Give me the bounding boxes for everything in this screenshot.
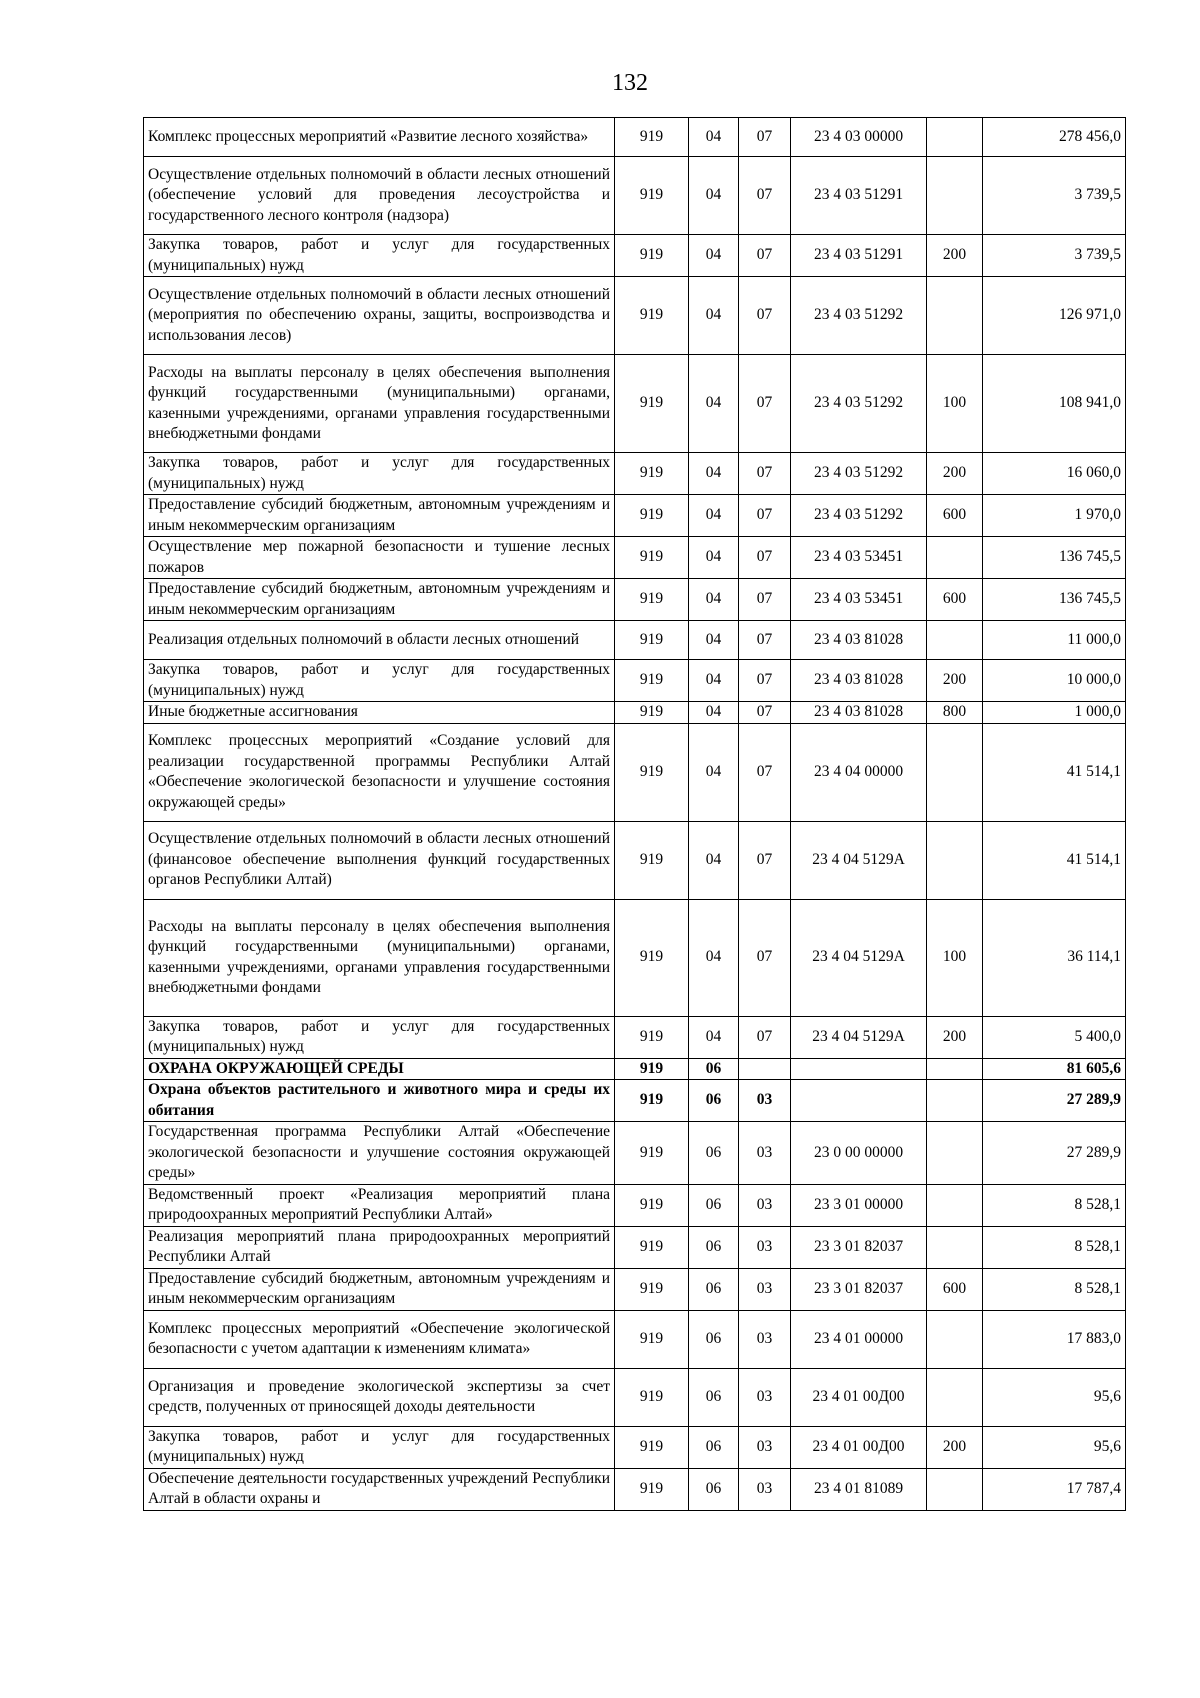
row-description: Предоставление субсидий бюджетным, автономным учреждениям и иным некоммерческим организациям: [144, 579, 615, 621]
subsection-code: 03: [739, 1468, 791, 1510]
expense-kind-code: [927, 621, 983, 660]
ministry-code: 919: [615, 1310, 689, 1368]
expense-kind-code: [927, 157, 983, 235]
amount: 8 528,1: [983, 1184, 1126, 1226]
row-description: Закупка товаров, работ и услуг для государственных (муниципальных) нужд: [144, 660, 615, 702]
ministry-code: 919: [615, 495, 689, 537]
target-article-code: 23 4 03 51292: [791, 453, 927, 495]
section-code: 06: [689, 1468, 739, 1510]
expense-kind-code: [927, 1058, 983, 1080]
ministry-code: 919: [615, 1426, 689, 1468]
row-description: Закупка товаров, работ и услуг для государственных (муниципальных) нужд: [144, 235, 615, 277]
row-description: Реализация отдельных полномочий в области лесных отношений: [144, 621, 615, 660]
ministry-code: 919: [615, 1368, 689, 1426]
section-code: 04: [689, 1016, 739, 1058]
subsection-code: 03: [739, 1426, 791, 1468]
table-row: [144, 702, 1126, 724]
ministry-code: 919: [615, 1468, 689, 1510]
row-description: Осуществление отдельных полномочий в области лесных отношений (мероприятия по обеспечению охраны, защиты, воспроизводства и использования лесов): [144, 277, 615, 355]
subsection-code: 03: [739, 1184, 791, 1226]
ministry-code: 919: [615, 1058, 689, 1080]
target-article-code: 23 4 03 53451: [791, 537, 927, 579]
ministry-code: 919: [615, 723, 689, 821]
table-row: [144, 723, 1126, 821]
table-row: [144, 118, 1126, 157]
table-row: [144, 495, 1126, 537]
ministry-code: 919: [615, 899, 689, 1016]
section-code: 06: [689, 1122, 739, 1185]
expense-kind-code: [927, 1122, 983, 1185]
section-code: 06: [689, 1426, 739, 1468]
section-code: 04: [689, 621, 739, 660]
table-row: [144, 355, 1126, 453]
subsection-code: 07: [739, 495, 791, 537]
subsection-code: 07: [739, 723, 791, 821]
table-row: [144, 1426, 1126, 1468]
amount: 1 000,0: [983, 702, 1126, 724]
amount: 136 745,5: [983, 537, 1126, 579]
target-article-code: 23 4 03 81028: [791, 660, 927, 702]
ministry-code: 919: [615, 579, 689, 621]
subsection-code: 07: [739, 621, 791, 660]
subsection-code: 03: [739, 1368, 791, 1426]
expense-kind-code: [927, 1226, 983, 1268]
page-number: 132: [612, 70, 648, 96]
row-description: Организация и проведение экологической экспертизы за счет средств, полученных от приносящей доходы деятельности: [144, 1368, 615, 1426]
section-code: 04: [689, 702, 739, 724]
section-code: 06: [689, 1368, 739, 1426]
table-row: [144, 1080, 1126, 1122]
amount: 278 456,0: [983, 118, 1126, 157]
section-code: 04: [689, 277, 739, 355]
row-description: Осуществление отдельных полномочий в области лесных отношений (обеспечение условий для проведения лесоустройства и государственного лесного контроля (надзора): [144, 157, 615, 235]
amount: 8 528,1: [983, 1226, 1126, 1268]
section-code: 04: [689, 723, 739, 821]
target-article-code: 23 4 03 51292: [791, 277, 927, 355]
expense-kind-code: [927, 1080, 983, 1122]
subsection-code: 07: [739, 235, 791, 277]
target-article-code: 23 4 03 00000: [791, 118, 927, 157]
ministry-code: 919: [615, 235, 689, 277]
row-description: Реализация мероприятий плана природоохранных мероприятий Республики Алтай: [144, 1226, 615, 1268]
ministry-code: 919: [615, 453, 689, 495]
subsection-code: 07: [739, 579, 791, 621]
table-row: [144, 1122, 1126, 1185]
expense-kind-code: 200: [927, 660, 983, 702]
target-article-code: [791, 1058, 927, 1080]
subsection-code: 03: [739, 1226, 791, 1268]
target-article-code: 23 4 04 5129А: [791, 821, 927, 899]
ministry-code: 919: [615, 702, 689, 724]
table-row: [144, 1310, 1126, 1368]
expense-kind-code: 200: [927, 1426, 983, 1468]
subsection-code: 07: [739, 118, 791, 157]
section-code: 06: [689, 1310, 739, 1368]
section-code: 04: [689, 453, 739, 495]
section-code: 04: [689, 495, 739, 537]
target-article-code: 23 3 01 82037: [791, 1226, 927, 1268]
expense-kind-code: 600: [927, 495, 983, 537]
subsection-code: 07: [739, 355, 791, 453]
row-description: Расходы на выплаты персоналу в целях обеспечения выполнения функций государственными (муниципальными) органами, казенными учреждениями, органами управления государственными внебюджетными фондами: [144, 899, 615, 1016]
table-row: [144, 579, 1126, 621]
amount: 17 787,4: [983, 1468, 1126, 1510]
table-row: [144, 235, 1126, 277]
amount: 1 970,0: [983, 495, 1126, 537]
target-article-code: 23 4 03 81028: [791, 621, 927, 660]
subsection-code: 07: [739, 453, 791, 495]
subsection-code: [739, 1058, 791, 1080]
section-code: 04: [689, 157, 739, 235]
amount: 8 528,1: [983, 1268, 1126, 1310]
expense-kind-code: [927, 277, 983, 355]
amount: 5 400,0: [983, 1016, 1126, 1058]
row-description: Охрана объектов растительного и животного мира и среды их обитания: [144, 1080, 615, 1122]
amount: 81 605,6: [983, 1058, 1126, 1080]
expense-kind-code: 100: [927, 355, 983, 453]
row-description: Иные бюджетные ассигнования: [144, 702, 615, 724]
budget-table: [143, 117, 1126, 1511]
table-row: [144, 1468, 1126, 1510]
section-code: 06: [689, 1226, 739, 1268]
target-article-code: 23 4 01 81089: [791, 1468, 927, 1510]
section-code: 06: [689, 1080, 739, 1122]
section-code: 04: [689, 118, 739, 157]
table-row: [144, 157, 1126, 235]
amount: 41 514,1: [983, 723, 1126, 821]
amount: 41 514,1: [983, 821, 1126, 899]
expense-kind-code: 600: [927, 579, 983, 621]
expense-kind-code: 200: [927, 453, 983, 495]
subsection-code: 03: [739, 1122, 791, 1185]
table-row: [144, 1058, 1126, 1080]
subsection-code: 03: [739, 1310, 791, 1368]
amount: 108 941,0: [983, 355, 1126, 453]
table-row: [144, 621, 1126, 660]
subsection-code: 03: [739, 1080, 791, 1122]
amount: 136 745,5: [983, 579, 1126, 621]
row-description: Предоставление субсидий бюджетным, автономным учреждениям и иным некоммерческим организациям: [144, 1268, 615, 1310]
expense-kind-code: [927, 1310, 983, 1368]
table-row: [144, 1368, 1126, 1426]
row-description: Ведомственный проект «Реализация мероприятий плана природоохранных мероприятий Республики Алтай»: [144, 1184, 615, 1226]
row-description: Государственная программа Республики Алтай «Обеспечение экологической безопасности и улучшение состояния окружающей среды»: [144, 1122, 615, 1185]
amount: 3 739,5: [983, 235, 1126, 277]
expense-kind-code: [927, 537, 983, 579]
ministry-code: 919: [615, 821, 689, 899]
ministry-code: 919: [615, 1226, 689, 1268]
subsection-code: 07: [739, 660, 791, 702]
expense-kind-code: 600: [927, 1268, 983, 1310]
ministry-code: 919: [615, 660, 689, 702]
section-code: 06: [689, 1058, 739, 1080]
ministry-code: 919: [615, 1184, 689, 1226]
ministry-code: 919: [615, 1080, 689, 1122]
row-description: Закупка товаров, работ и услуг для государственных (муниципальных) нужд: [144, 1426, 615, 1468]
target-article-code: 23 4 03 51291: [791, 157, 927, 235]
target-article-code: 23 4 01 00Д00: [791, 1426, 927, 1468]
amount: 16 060,0: [983, 453, 1126, 495]
target-article-code: 23 0 00 00000: [791, 1122, 927, 1185]
expense-kind-code: [927, 821, 983, 899]
target-article-code: 23 4 03 51292: [791, 355, 927, 453]
row-description: Комплекс процессных мероприятий «Обеспечение экологической безопасности с учетом адаптации к изменениям климата»: [144, 1310, 615, 1368]
table-row: [144, 1184, 1126, 1226]
subsection-code: 07: [739, 702, 791, 724]
target-article-code: 23 4 01 00000: [791, 1310, 927, 1368]
section-code: 04: [689, 899, 739, 1016]
amount: 95,6: [983, 1426, 1126, 1468]
expense-kind-code: 200: [927, 1016, 983, 1058]
ministry-code: 919: [615, 1268, 689, 1310]
table-row: [144, 1016, 1126, 1058]
table-row: [144, 277, 1126, 355]
row-description: Осуществление мер пожарной безопасности и тушение лесных пожаров: [144, 537, 615, 579]
amount: 10 000,0: [983, 660, 1126, 702]
target-article-code: 23 4 04 00000: [791, 723, 927, 821]
row-description: ОХРАНА ОКРУЖАЮЩЕЙ СРЕДЫ: [144, 1058, 615, 1080]
expense-kind-code: [927, 723, 983, 821]
amount: 3 739,5: [983, 157, 1126, 235]
target-article-code: 23 4 04 5129А: [791, 899, 927, 1016]
amount: 95,6: [983, 1368, 1126, 1426]
section-code: 04: [689, 821, 739, 899]
amount: 27 289,9: [983, 1122, 1126, 1185]
target-article-code: 23 4 04 5129А: [791, 1016, 927, 1058]
ministry-code: 919: [615, 118, 689, 157]
row-description: Расходы на выплаты персоналу в целях обеспечения выполнения функций государственными (муниципальными) органами, казенными учреждениями, органами управления государственными внебюджетными фондами: [144, 355, 615, 453]
row-description: Предоставление субсидий бюджетным, автономным учреждениям и иным некоммерческим организациям: [144, 495, 615, 537]
expense-kind-code: 100: [927, 899, 983, 1016]
target-article-code: [791, 1080, 927, 1122]
table-row: [144, 1226, 1126, 1268]
ministry-code: 919: [615, 537, 689, 579]
row-description: Комплекс процессных мероприятий «Создание условий для реализации государственной программы Республики Алтай «Обеспечение экологической безопасности и улучшение состояния окружающей среды»: [144, 723, 615, 821]
expense-kind-code: [927, 1468, 983, 1510]
amount: 36 114,1: [983, 899, 1126, 1016]
amount: 126 971,0: [983, 277, 1126, 355]
section-code: 06: [689, 1184, 739, 1226]
table-row: [144, 899, 1126, 1016]
expense-kind-code: 800: [927, 702, 983, 724]
ministry-code: 919: [615, 277, 689, 355]
section-code: 06: [689, 1268, 739, 1310]
target-article-code: 23 4 03 51291: [791, 235, 927, 277]
subsection-code: 07: [739, 277, 791, 355]
target-article-code: 23 4 03 53451: [791, 579, 927, 621]
ministry-code: 919: [615, 157, 689, 235]
ministry-code: 919: [615, 1122, 689, 1185]
target-article-code: 23 4 03 51292: [791, 495, 927, 537]
subsection-code: 07: [739, 157, 791, 235]
ministry-code: 919: [615, 621, 689, 660]
subsection-code: 03: [739, 1268, 791, 1310]
table-row: [144, 453, 1126, 495]
target-article-code: 23 3 01 82037: [791, 1268, 927, 1310]
target-article-code: 23 3 01 00000: [791, 1184, 927, 1226]
subsection-code: 07: [739, 537, 791, 579]
expense-kind-code: [927, 1368, 983, 1426]
expense-kind-code: 200: [927, 235, 983, 277]
table-row: [144, 537, 1126, 579]
expense-kind-code: [927, 1184, 983, 1226]
budget-table-body: [144, 118, 1126, 1511]
target-article-code: 23 4 03 81028: [791, 702, 927, 724]
amount: 17 883,0: [983, 1310, 1126, 1368]
row-description: Закупка товаров, работ и услуг для государственных (муниципальных) нужд: [144, 1016, 615, 1058]
row-description: Обеспечение деятельности государственных учреждений Республики Алтай в области охраны и: [144, 1468, 615, 1510]
ministry-code: 919: [615, 355, 689, 453]
section-code: 04: [689, 235, 739, 277]
row-description: Закупка товаров, работ и услуг для государственных (муниципальных) нужд: [144, 453, 615, 495]
subsection-code: 07: [739, 1016, 791, 1058]
ministry-code: 919: [615, 1016, 689, 1058]
row-description: Осуществление отдельных полномочий в области лесных отношений (финансовое обеспечение выполнения функций государственных органов Республики Алтай): [144, 821, 615, 899]
table-row: [144, 821, 1126, 899]
table-row: [144, 1268, 1126, 1310]
section-code: 04: [689, 660, 739, 702]
section-code: 04: [689, 355, 739, 453]
target-article-code: 23 4 01 00Д00: [791, 1368, 927, 1426]
section-code: 04: [689, 537, 739, 579]
table-row: [144, 660, 1126, 702]
subsection-code: 07: [739, 821, 791, 899]
amount: 27 289,9: [983, 1080, 1126, 1122]
section-code: 04: [689, 579, 739, 621]
row-description: Комплекс процессных мероприятий «Развитие лесного хозяйства»: [144, 118, 615, 157]
amount: 11 000,0: [983, 621, 1126, 660]
subsection-code: 07: [739, 899, 791, 1016]
expense-kind-code: [927, 118, 983, 157]
